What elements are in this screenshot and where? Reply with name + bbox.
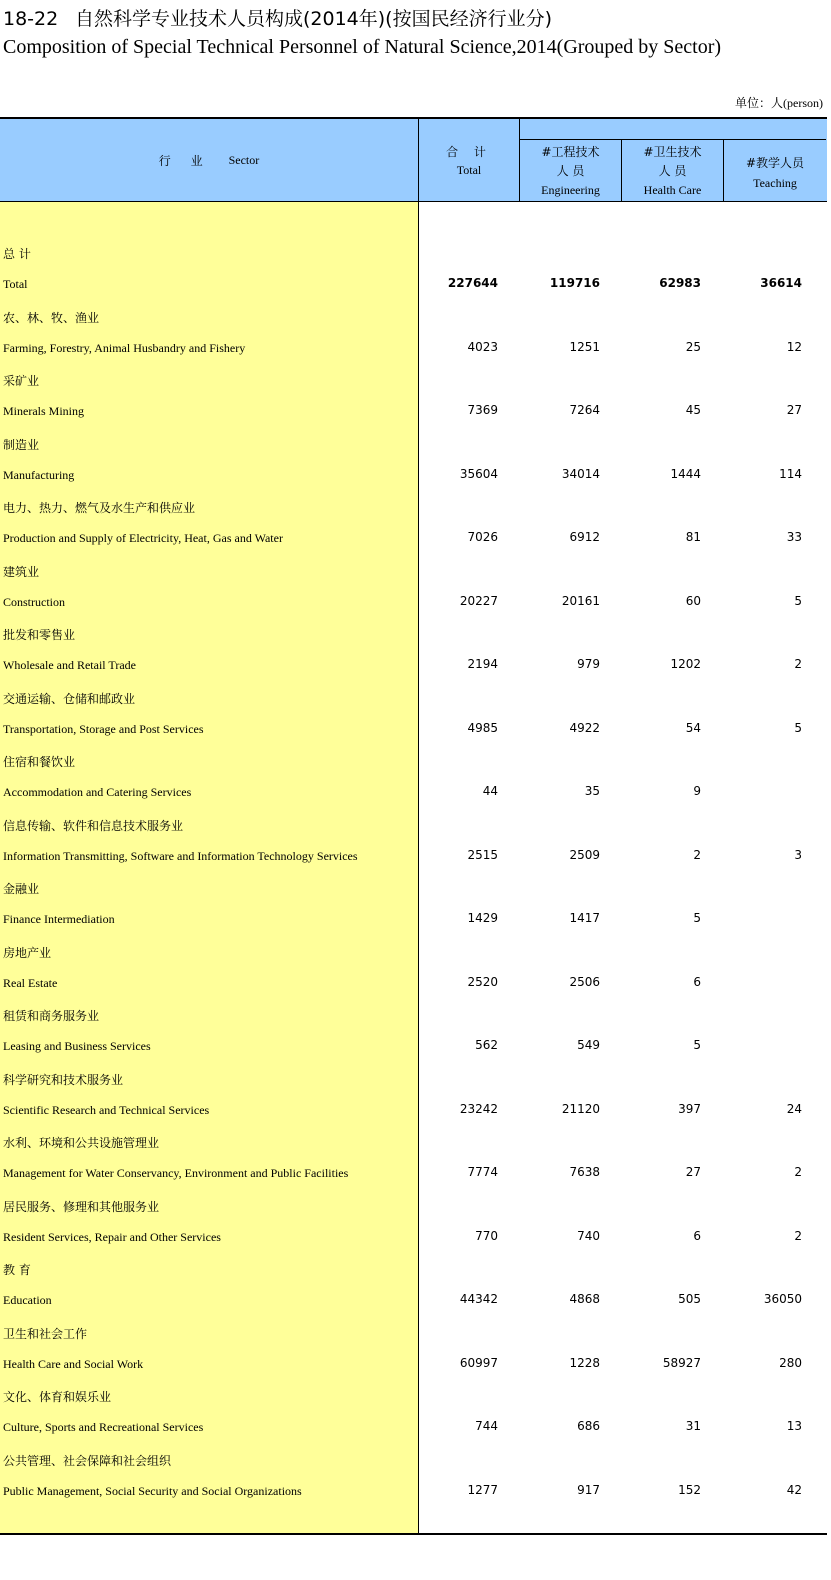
cell-teaching: 5 bbox=[794, 593, 802, 608]
cell-total: 23242 bbox=[459, 1101, 498, 1116]
cell-teaching: 13 bbox=[786, 1419, 802, 1433]
header-sector-en: Sector bbox=[228, 153, 260, 167]
cell-total: 44342 bbox=[459, 1292, 498, 1306]
table-row bbox=[0, 1251, 827, 1314]
header-sector-cn: 行 业 bbox=[158, 154, 211, 168]
cell-total: 562 bbox=[475, 1038, 498, 1052]
cell-health-care: 397 bbox=[678, 1101, 701, 1116]
sector-label-en: Scientific Research and Technical Services bbox=[3, 1102, 210, 1117]
cell-teaching: 3 bbox=[794, 847, 802, 862]
cell-total: 7026 bbox=[467, 530, 498, 544]
cell-engineering: 21120 bbox=[561, 1101, 600, 1116]
header-total bbox=[419, 119, 520, 202]
cell-teaching: 2 bbox=[794, 657, 802, 671]
cell-total: 770 bbox=[475, 1228, 498, 1243]
cell-total: 7774 bbox=[467, 1165, 498, 1179]
cell-health-care: 9 bbox=[693, 784, 701, 798]
unit-en: (person) bbox=[783, 96, 823, 110]
table-row bbox=[0, 807, 827, 870]
table-row bbox=[0, 934, 827, 997]
cell-engineering: 119716 bbox=[549, 276, 600, 290]
cell-total: 7369 bbox=[467, 403, 498, 417]
cell-teaching: 2 bbox=[794, 1228, 802, 1243]
table-title-cn bbox=[3, 4, 552, 31]
table-number: 18-22 bbox=[3, 8, 59, 30]
cell-health-care: 152 bbox=[678, 1482, 701, 1497]
cell-health-care: 1202 bbox=[670, 657, 701, 671]
cell-teaching: 33 bbox=[786, 530, 802, 544]
table-row bbox=[0, 426, 827, 489]
sector-label-en: Management for Water Conservancy, Environment and Public Facilities bbox=[3, 1166, 349, 1180]
cell-health-care: 81 bbox=[685, 530, 701, 544]
sector-label-en: Total bbox=[3, 277, 28, 291]
header-health bbox=[622, 139, 724, 202]
sector-label-cn: 房地产业 bbox=[3, 945, 52, 960]
cell-health-care: 505 bbox=[678, 1292, 701, 1306]
cell-teaching: 5 bbox=[794, 720, 802, 735]
sector-label-cn: 批发和零售业 bbox=[3, 628, 76, 642]
sector-label-en: Wholesale and Retail Trade bbox=[3, 658, 136, 672]
unit-cn: 单位：人 bbox=[735, 96, 784, 110]
sector-label-cn: 总 计 bbox=[3, 247, 31, 261]
sector-label-en: Public Management, Social Security and Social Organizations bbox=[3, 1483, 302, 1498]
sector-label-en: Construction bbox=[3, 594, 65, 609]
header-total-en: Total bbox=[456, 163, 482, 177]
sector-label-cn: 教 育 bbox=[3, 1263, 31, 1277]
sector-label-cn: 信息传输、软件和信息技术服务业 bbox=[3, 818, 184, 833]
sector-label-en: Leasing and Business Services bbox=[3, 1039, 151, 1053]
cell-health-care: 2 bbox=[693, 847, 701, 862]
cell-engineering: 7638 bbox=[569, 1165, 600, 1179]
cell-health-care: 62983 bbox=[659, 276, 701, 290]
cell-engineering: 1417 bbox=[569, 911, 600, 925]
sector-label-en: Resident Services, Repair and Other Services bbox=[3, 1229, 221, 1244]
cell-engineering: 34014 bbox=[561, 466, 600, 481]
table-header bbox=[0, 117, 827, 202]
header-teaching bbox=[724, 139, 826, 202]
sector-label-cn: 建筑业 bbox=[3, 564, 40, 579]
sector-label-cn: 农、林、牧、渔业 bbox=[3, 310, 100, 325]
cell-health-care: 60 bbox=[685, 593, 701, 608]
cell-total: 2515 bbox=[467, 847, 498, 862]
cell-teaching: 2 bbox=[794, 1165, 802, 1179]
header-total-cn: 合 计 bbox=[446, 145, 492, 159]
table-row bbox=[0, 553, 827, 616]
sector-label-cn: 金融业 bbox=[3, 882, 40, 896]
unit-label bbox=[735, 94, 823, 111]
table-body bbox=[0, 202, 827, 1535]
table-row bbox=[0, 1061, 827, 1124]
cell-health-care: 31 bbox=[685, 1419, 701, 1433]
table-row bbox=[0, 1315, 827, 1378]
cell-engineering: 4922 bbox=[569, 720, 600, 735]
table-title-en: Composition of Special Technical Personnel of Natural Science,2014(Grouped by Sector) bbox=[3, 36, 722, 58]
cell-engineering: 2509 bbox=[569, 847, 600, 862]
table-row bbox=[0, 997, 827, 1060]
header-teach-en: Teaching bbox=[753, 176, 797, 190]
sector-label-cn: 交通运输、仓储和邮政业 bbox=[3, 691, 136, 706]
cell-health-care: 5 bbox=[693, 911, 701, 925]
sector-label-en: Real Estate bbox=[3, 975, 58, 990]
data-table bbox=[0, 117, 827, 1535]
cell-engineering: 7264 bbox=[569, 403, 600, 417]
cell-teaching: 114 bbox=[779, 466, 802, 481]
cell-engineering: 20161 bbox=[561, 593, 600, 608]
table-row bbox=[0, 680, 827, 743]
sector-label-cn: 居民服务、修理和其他服务业 bbox=[3, 1199, 160, 1214]
sector-label-en: Farming, Forestry, Animal Husbandry and Fishery bbox=[3, 340, 246, 355]
cell-teaching: 27 bbox=[786, 403, 802, 417]
header-eng-cn1: #工程技术 bbox=[541, 145, 600, 159]
sector-label-en: Production and Supply of Electricity, Heat, Gas and Water bbox=[3, 531, 283, 545]
table-row bbox=[0, 616, 827, 679]
cell-teaching: 42 bbox=[786, 1482, 802, 1497]
table-row bbox=[0, 1442, 827, 1505]
cell-total: 20227 bbox=[459, 593, 498, 608]
sector-label-cn: 公共管理、社会保障和社会组织 bbox=[3, 1453, 172, 1468]
sector-label-cn: 制造业 bbox=[3, 437, 40, 452]
cell-total: 227644 bbox=[447, 276, 498, 290]
table-row bbox=[0, 489, 827, 552]
table-row bbox=[0, 743, 827, 806]
sector-label-cn: 卫生和社会工作 bbox=[3, 1326, 88, 1341]
cell-total: 44 bbox=[482, 784, 498, 798]
cell-total: 60997 bbox=[459, 1355, 498, 1370]
cell-total: 1429 bbox=[467, 911, 498, 925]
cell-health-care: 1444 bbox=[670, 466, 701, 481]
table-row bbox=[0, 299, 827, 362]
sector-label-en: Transportation, Storage and Post Services bbox=[3, 721, 204, 736]
cell-engineering: 2506 bbox=[569, 974, 600, 989]
table-row bbox=[0, 1378, 827, 1441]
sector-label-en: Accommodation and Catering Services bbox=[3, 785, 192, 799]
table-row bbox=[0, 1188, 827, 1251]
header-eng-en: Engineering bbox=[541, 183, 600, 197]
cell-health-care: 58927 bbox=[662, 1355, 701, 1370]
cell-teaching: 280 bbox=[779, 1355, 802, 1370]
sector-label-en: Finance Intermediation bbox=[3, 912, 115, 926]
cell-engineering: 6912 bbox=[569, 530, 600, 544]
cell-health-care: 27 bbox=[685, 1165, 701, 1179]
sector-label-en: Information Transmitting, Software and Information Technology Services bbox=[3, 848, 358, 863]
header-engineering bbox=[520, 139, 622, 202]
cell-teaching: 36614 bbox=[760, 276, 802, 290]
table-row bbox=[0, 1124, 827, 1187]
cell-total: 4023 bbox=[467, 339, 498, 354]
sector-label-cn: 科学研究和技术服务业 bbox=[3, 1072, 124, 1087]
cell-teaching: 36050 bbox=[763, 1292, 802, 1306]
cell-total: 1277 bbox=[467, 1482, 498, 1497]
cell-engineering: 1251 bbox=[569, 339, 600, 354]
sector-label-en: Culture, Sports and Recreational Services bbox=[3, 1420, 204, 1434]
sector-label-en: Manufacturing bbox=[3, 467, 75, 482]
sector-label-cn: 文化、体育和娱乐业 bbox=[3, 1390, 112, 1404]
cell-teaching: 24 bbox=[786, 1101, 802, 1116]
cell-teaching: 12 bbox=[786, 339, 802, 354]
sector-label-en: Health Care and Social Work bbox=[3, 1356, 144, 1371]
sector-label-cn: 采矿业 bbox=[3, 374, 40, 388]
table-row bbox=[0, 362, 827, 425]
cell-engineering: 35 bbox=[584, 784, 600, 798]
sector-label-cn: 水利、环境和公共设施管理业 bbox=[3, 1136, 160, 1150]
sector-label-en: Education bbox=[3, 1293, 52, 1307]
header-health-cn2: 人 员 bbox=[658, 164, 687, 178]
table-row bbox=[0, 235, 827, 298]
sector-label-cn: 住宿和餐饮业 bbox=[3, 755, 76, 769]
header-health-en: Health Care bbox=[643, 183, 702, 197]
cell-health-care: 25 bbox=[685, 339, 701, 354]
cell-health-care: 45 bbox=[685, 403, 701, 417]
table-title-cn-text: 自然科学专业技术人员构成(2014年)(按国民经济行业分) bbox=[75, 8, 553, 30]
cell-health-care: 54 bbox=[685, 720, 701, 735]
cell-engineering: 549 bbox=[577, 1038, 600, 1052]
table-row bbox=[0, 870, 827, 933]
cell-engineering: 740 bbox=[577, 1228, 600, 1243]
cell-total: 2194 bbox=[467, 657, 498, 671]
cell-total: 4985 bbox=[467, 720, 498, 735]
cell-total: 744 bbox=[475, 1419, 498, 1433]
cell-engineering: 686 bbox=[577, 1419, 600, 1433]
cell-engineering: 4868 bbox=[569, 1292, 600, 1306]
sector-label-cn: 租赁和商务服务业 bbox=[3, 1009, 100, 1023]
cell-health-care: 5 bbox=[693, 1038, 701, 1052]
sector-label-en: Minerals Mining bbox=[3, 404, 84, 418]
header-health-cn1: #卫生技术 bbox=[643, 145, 702, 159]
cell-total: 2520 bbox=[467, 974, 498, 989]
cell-health-care: 6 bbox=[693, 974, 701, 989]
cell-engineering: 917 bbox=[577, 1482, 600, 1497]
header-teach-cn: #教学人员 bbox=[745, 156, 805, 170]
cell-total: 35604 bbox=[459, 466, 498, 481]
cell-engineering: 979 bbox=[577, 657, 600, 671]
cell-health-care: 6 bbox=[693, 1228, 701, 1243]
header-sector bbox=[0, 119, 419, 202]
sector-label-cn: 电力、热力、燃气及水生产和供应业 bbox=[3, 501, 196, 515]
header-eng-cn2: 人 员 bbox=[556, 164, 585, 178]
cell-engineering: 1228 bbox=[569, 1355, 600, 1370]
